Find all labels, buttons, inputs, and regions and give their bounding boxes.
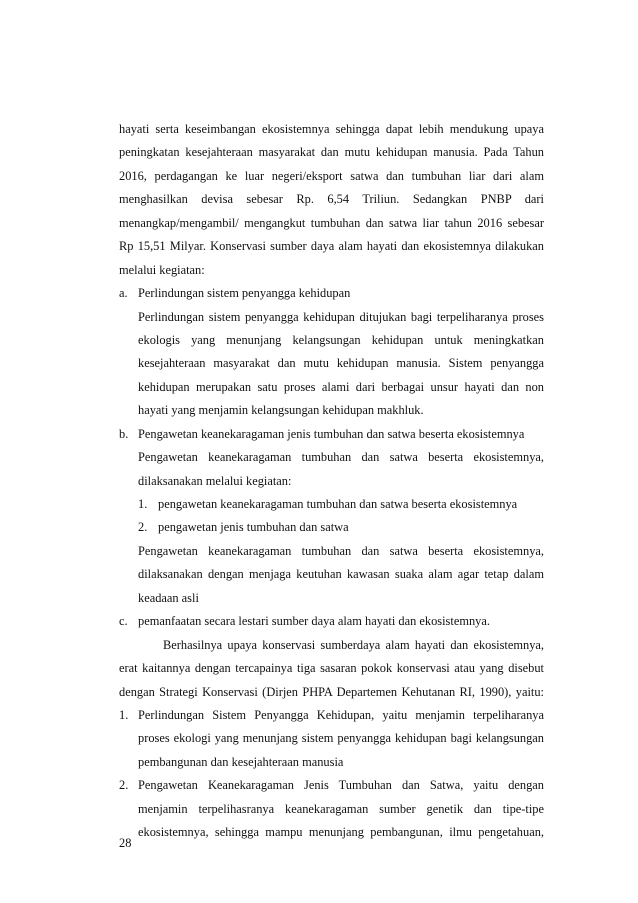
text-line: Berhasilnya upaya konservasi sumberdaya alam hayati dan ekosistemnya, [163, 637, 544, 652]
list-marker: c. [119, 614, 128, 629]
text-line: pembangunan dan kesejahteraan manusia [138, 754, 344, 769]
text-line: Pengawetan keanekaragaman tumbuhan dan satwa beserta ekosistemnya, [138, 543, 544, 558]
text-line: proses ekologi yang menunjang sistem penyangga kehidupan bagi kelangsungan [138, 731, 544, 746]
text-line: erat kaitannya dengan tercapainya tiga sasaran pokok konservasi atau yang disebut [119, 661, 544, 676]
numbered-item-text: Perlindungan Sistem Penyangga Kehidupan, yaitu menjamin terpeliharanya [138, 707, 544, 722]
text-line: hayati serta keseimbangan ekosistemnya sehingga dapat lebih mendukung upaya [119, 122, 544, 136]
text-line: kehidupan merupakan satu proses alami dari berbagai unsur hayati dan non [138, 379, 544, 394]
list-marker: 2. [138, 520, 148, 535]
text-line: menjamin terpelihasranya keanekaragaman sumber genetik dan tipe-tipe [138, 801, 544, 816]
numbered-item-2 [119, 774, 544, 844]
sub-list-item [119, 493, 544, 516]
list-item-a [119, 282, 544, 423]
text-line: ekologis yang menunjang kelangsungan kehidupan untuk meningkatkan [138, 332, 544, 347]
sub-list-item [119, 516, 544, 539]
text-line: peningkatan kesejahteraan masyarakat dan mutu kehidupan manusia. Pada Tahun [119, 145, 544, 160]
numbered-item-text: Pengawetan Keanekaragaman Jenis Tumbuhan dan Satwa, yaitu dengan [138, 778, 544, 793]
text-line: 2016, perdagangan ke luar negeri/eksport satwa dan tumbuhan liar dari alam [119, 168, 544, 183]
sub-list-text: pengawetan keanekaragaman tumbuhan dan satwa beserta ekosistemnya [158, 497, 518, 511]
text-line: dengan Strategi Konservasi (Dirjen PHPA Departemen Kehutanan RI, 1990), yaitu: [119, 684, 544, 699]
list-item-b [119, 423, 544, 611]
list-marker: 2. [119, 778, 129, 793]
text-line: menghasilkan devisa sebesar Rp. 6,54 Triliun. Sedangkan PNBP dari [119, 192, 544, 207]
text-line: melalui kegiatan: [119, 262, 205, 277]
list-item-title: Perlindungan sistem penyangga kehidupan [138, 286, 351, 301]
text-line: hayati yang menjamin kelangsungan kehidupan makhluk. [138, 403, 424, 418]
paragraph-strategy [119, 634, 544, 704]
list-item-title: Pengawetan keanekaragaman jenis tumbuhan dan satwa beserta ekosistemnya [138, 426, 525, 441]
list-item-title: pemanfaatan secara lestari sumber daya alam hayati dan ekosistemnya. [138, 614, 490, 629]
list-marker: 1. [138, 497, 148, 511]
text-line: dilaksanakan melalui kegiatan: [138, 473, 292, 488]
page-body [119, 118, 544, 845]
text-line: keadaan asli [138, 590, 199, 605]
list-marker: 1. [119, 707, 129, 722]
numbered-item-line [119, 704, 544, 727]
sub-list-text: pengawetan jenis tumbuhan dan satwa [158, 520, 349, 535]
numbered-item-1 [119, 704, 544, 774]
list-marker: a. [119, 286, 128, 301]
list-item-heading [119, 423, 544, 446]
list-item-heading [119, 610, 544, 633]
text-line: dilaksanakan dengan menjaga keutuhan kawasan suaka alam agar tetap dalam [138, 567, 544, 582]
text-line: Perlindungan sistem penyangga kehidupan ditujukan bagi terpeliharanya proses [138, 309, 544, 324]
text-line: kesejahteraan masyarakat dan mutu kehidupan manusia. Sistem penyangga [138, 356, 544, 371]
list-item-heading [119, 282, 544, 305]
text-line: Rp 15,51 Milyar. Konservasi sumber daya alam hayati dan ekosistemnya dilakukan [119, 239, 544, 254]
page-number: 28 [119, 836, 132, 850]
text-line: menangkap/mengambil/ mengangkut tumbuhan dan satwa liar tahun 2016 sebesar [119, 215, 544, 230]
text-line: Pengawetan keanekaragaman tumbuhan dan satwa beserta ekosistemnya, [138, 450, 544, 465]
intro-paragraph [119, 118, 544, 282]
list-item-c [119, 610, 544, 633]
numbered-item-line [119, 774, 544, 797]
list-marker: b. [119, 426, 129, 441]
text-line: ekosistemnya, sehingga mampu menunjang pembangunan, ilmu pengetahuan, [138, 825, 544, 840]
